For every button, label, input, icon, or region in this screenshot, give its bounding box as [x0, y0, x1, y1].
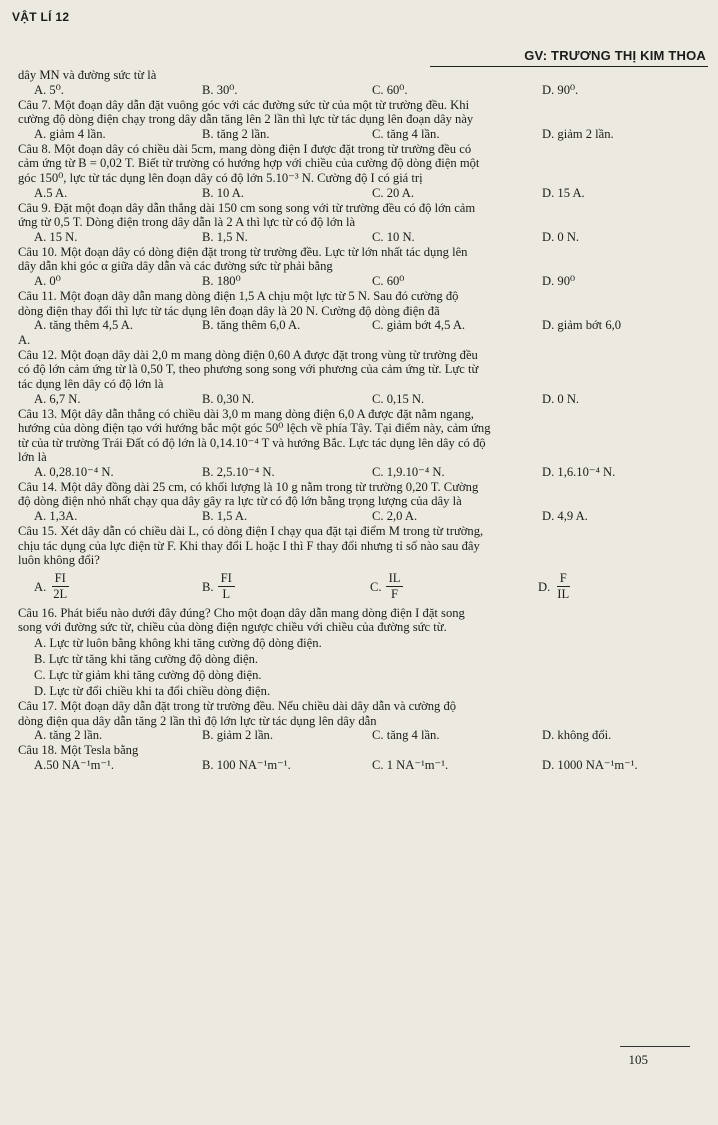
answer-option: C. tăng 4 lần. [372, 728, 440, 743]
answer-option: A. 15 N. [34, 229, 78, 244]
teacher-header: GV: TRƯƠNG THỊ KIM THOA [524, 48, 706, 63]
answer-options-row [18, 230, 706, 245]
question-text: cường độ dòng điện chạy trong dây dẫn tăng lên 2 lần thì lực từ tác dụng lên đoạn dây này [18, 112, 474, 127]
question-text: ứng từ 0,5 T. Dòng điện trong dây dẫn là 2 A thì lực từ có độ lớn là [18, 215, 356, 230]
answer-option: D. 4,9 A. [542, 509, 588, 524]
question-stem: Câu 15. Xét dây dẫn có chiều dài L, có dòng điện I chạy qua đặt tại điểm M trong từ trường, [18, 524, 484, 539]
fraction [554, 571, 572, 602]
option-prefix: B. [202, 579, 214, 594]
answer-option [538, 571, 706, 602]
fraction-numerator: F [557, 571, 570, 587]
answer-option: D. 1000 NA⁻¹m⁻¹. [542, 757, 638, 772]
answer-option [202, 571, 370, 602]
question-text: chịu tác dụng của lực điện từ F. Khi thay đổi L hoặc I thì F thay đổi nhưng tỉ số nào sau đây [18, 538, 480, 553]
question-stem: Câu 14. Một dây đồng dài 25 cm, có khối lượng là 10 g nằm trong từ trường 0,20 T. Cường [18, 479, 479, 494]
answer-option: C. 10 N. [372, 229, 415, 244]
option-prefix: A. [34, 579, 47, 594]
answer-option: B. 100 NA⁻¹m⁻¹. [202, 757, 291, 772]
answer-option: D. không đổi. [542, 728, 612, 743]
question-text: độ dòng điện nhỏ nhất chạy qua dây gây ra lực từ có độ lớn bằng trọng lượng của dây là [18, 494, 462, 509]
fraction-options-row [18, 568, 706, 606]
answer-option: C. giảm bớt 4,5 A. [372, 318, 466, 333]
answer-option: A. tăng thêm 4,5 A. [34, 318, 133, 333]
question-text: hướng của dòng điện tạo với hướng bắc một góc 50⁰ lệch về phía Tây. Tại điểm này, cảm ứng [18, 421, 491, 436]
answer-options-row [18, 509, 706, 524]
question-stem: Câu 10. Một đoạn dây có dòng điện đặt trong từ trường đều. Lực từ lớn nhất tác dụng lên [18, 244, 468, 259]
question-text: luôn không đổi? [18, 553, 100, 568]
answer-option: D. 0 N. [542, 229, 580, 244]
question-text: dòng điện qua dây dẫn tăng 2 lần thì độ lớn lực từ tác dụng lên dây dẫn [18, 713, 377, 728]
answer-option: B. 1,5 N. [202, 229, 248, 244]
answer-option [370, 571, 538, 602]
answer-options-row [18, 318, 706, 333]
question-text: song với đường sức từ, chiều của dòng điện ngược chiều với chiều của đường sức từ. [18, 620, 447, 635]
question-stem: Câu 9. Đặt một đoạn dây dẫn thẳng dài 150 cm song song với từ trường đều có độ lớn cảm [18, 200, 476, 215]
fraction-denominator: IL [557, 587, 570, 602]
answer-option: D. giảm bớt 6,0 [542, 318, 622, 333]
answer-option: C. 1,9.10⁻⁴ N. [372, 464, 445, 479]
answer-option: D. giảm 2 lần. [542, 126, 614, 141]
fraction-numerator: FI [52, 571, 69, 587]
answer-option: C. 20 A. [372, 185, 414, 200]
answer-option: A. Lực từ luôn bằng không khi tăng cường độ dòng điện. [34, 636, 322, 651]
question-stem: Câu 12. Một đoạn dây dài 2,0 m mang dòng điện 0,60 A được đặt trong vùng từ trường đều [18, 347, 478, 362]
answer-option: A. giảm 4 lần. [34, 126, 106, 141]
question-text: cảm ứng từ B = 0,02 T. Biết từ trường có hướng hợp với chiều của cường độ dòng điện một [18, 156, 480, 171]
answer-option: C. 1 NA⁻¹m⁻¹. [372, 757, 449, 772]
answer-option: A. 0⁰ [34, 273, 61, 288]
question-stem: Câu 18. Một Tesla bằng [18, 743, 139, 758]
answer-option: C. tăng 4 lần. [372, 126, 440, 141]
fraction [50, 571, 70, 602]
questions-body [18, 68, 706, 773]
answer-option: C. 0,15 N. [372, 391, 425, 406]
answer-option: C. 2,0 A. [372, 509, 418, 524]
answer-option: C. Lực từ giảm khi tăng cường độ dòng điện. [34, 668, 262, 683]
question-text: dây dẫn khi góc α giữa dây dẫn và các đường sức từ phải bằng [18, 259, 333, 274]
option-prefix: C. [370, 579, 382, 594]
fraction-numerator: FI [218, 571, 235, 587]
answer-option: A. 0,28.10⁻⁴ N. [34, 464, 114, 479]
answer-options-row [18, 83, 706, 98]
option-prefix: D. [538, 579, 551, 594]
fraction [386, 571, 404, 602]
question-stem: Câu 11. Một đoạn dây dẫn mang dòng điện 1,5 A chịu một lực từ 5 N. Sau đó cường độ [18, 288, 459, 303]
answer-option: B. 1,5 A. [202, 509, 248, 524]
answer-option: A. 1,3A. [34, 509, 78, 524]
question-text: dây MN và đường sức từ là [18, 68, 157, 82]
answer-option: B. 180⁰ [202, 273, 241, 288]
answer-option: C. 60⁰ [372, 273, 405, 288]
question-stem: Câu 8. Một đoạn dây có chiều dài 5cm, mang dòng điện I được đặt trong từ trường đều có [18, 141, 472, 156]
question-text: lớn là [18, 450, 47, 465]
question-text: tác dụng lên dây có độ lớn là [18, 376, 164, 391]
answer-option: A. 6,7 N. [34, 391, 81, 406]
answer-options-row [18, 728, 706, 743]
question-text: từ của từ trường Trái Đất có độ lớn là 0,14.10⁻⁴ T và hướng Bắc. Lực tác dụng lên dây có độ [18, 435, 486, 450]
fraction-numerator: IL [386, 571, 404, 587]
answer-option: D. 90⁰ [542, 273, 576, 288]
answer-option: D. Lực từ đổi chiều khi ta đổi chiều dòng điện. [34, 684, 271, 699]
fraction-denominator: F [391, 587, 399, 602]
question-stem: Câu 13. Một dây dẫn thẳng có chiều dài 3,0 m mang dòng điện 6,0 A được đặt nằm ngang, [18, 406, 474, 421]
answer-options-row [18, 392, 706, 407]
answer-options-row [18, 465, 706, 480]
answer-option: B. 30⁰. [202, 82, 238, 97]
answer-option: B. 2,5.10⁻⁴ N. [202, 464, 275, 479]
question-stem: Câu 17. Một đoạn dây dẫn đặt trong từ trường đều. Nếu chiều dài dây dẫn và cường độ [18, 699, 457, 714]
answer-option: B. tăng 2 lần. [202, 126, 270, 141]
answer-option: A.5 A. [34, 185, 68, 200]
answer-option: A.50 NA⁻¹m⁻¹. [34, 757, 114, 772]
answer-option [34, 571, 202, 602]
answer-option: B. 10 A. [202, 185, 244, 200]
subject-header: VẬT LÍ 12 [12, 10, 70, 24]
answer-options-row [18, 186, 706, 201]
answer-options-row [18, 274, 706, 289]
question-text: dòng điện thay đổi thì lực từ tác dụng lên đoạn dây là 20 N. Cường độ dòng điện đã [18, 303, 440, 318]
page-number-rule [620, 1046, 690, 1047]
answer-options-row [18, 127, 706, 142]
answer-option: B. tăng thêm 6,0 A. [202, 318, 301, 333]
fraction [218, 571, 235, 602]
answer-option: C. 60⁰. [372, 82, 408, 97]
answer-option: B. 0,30 N. [202, 391, 255, 406]
question-text: có độ lớn cảm ứng từ là 0,50 T, theo phương song song với phương của cảm ứng từ. Lực từ [18, 362, 479, 377]
fraction-denominator: L [222, 587, 231, 602]
header-rule [430, 66, 708, 67]
fraction-denominator: 2L [53, 587, 68, 602]
question-stem: Câu 7. Một đoạn dây dẫn đặt vuông góc với các đường sức từ của một từ trường đều. Khi [18, 97, 470, 112]
answer-options-row [18, 758, 706, 773]
answer-option: A. 5⁰. [34, 82, 64, 97]
answer-option: D. 90⁰. [542, 82, 579, 97]
answer-option: A. tăng 2 lần. [34, 728, 103, 743]
question-text: góc 150⁰, lực từ tác dụng lên đoạn dây có độ lớn 5.10⁻³ N. Cường độ I có giá trị [18, 170, 423, 185]
page-number: 105 [628, 1052, 648, 1067]
answer-option: B. giảm 2 lần. [202, 728, 274, 743]
answer-option: D. 1,6.10⁻⁴ N. [542, 464, 616, 479]
answer-option: D. 0 N. [542, 391, 580, 406]
answer-option: B. Lực từ tăng khi tăng cường độ dòng điện. [34, 652, 259, 667]
question-text: A. [18, 333, 31, 348]
answer-option: D. 15 A. [542, 185, 585, 200]
question-stem: Câu 16. Phát biểu nào dưới đây đúng? Cho một đoạn dây dẫn mang dòng điện I đặt song [18, 605, 465, 620]
